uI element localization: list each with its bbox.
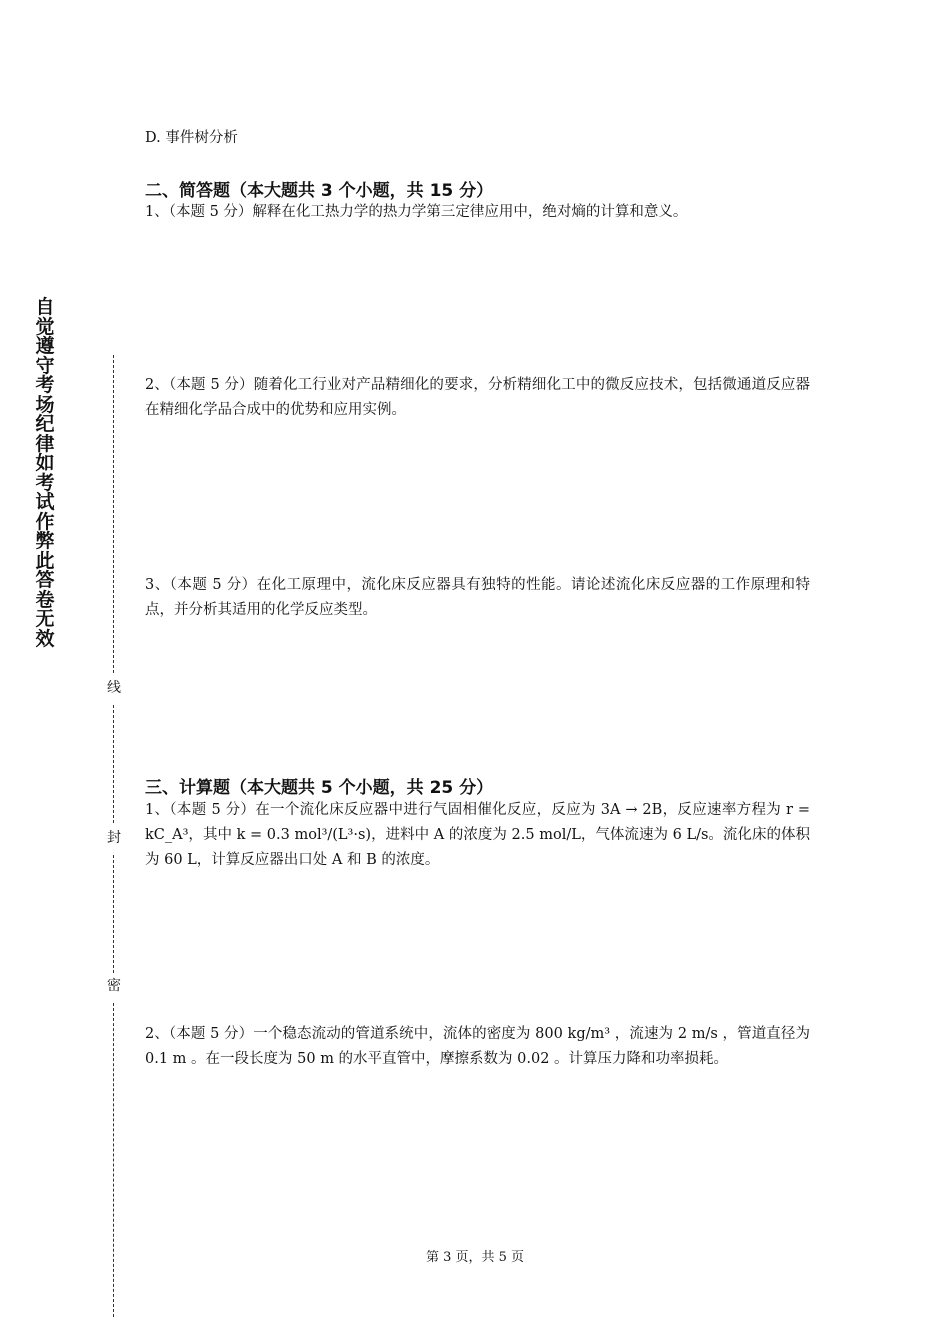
section2-question-1: 1、（本题 5 分）解释在化工热力学的热力学第三定律应用中，绝对熵的计算和意义。: [145, 204, 688, 220]
binding-dashed-line-top: [113, 355, 114, 673]
section2-question-3: 3、（本题 5 分）在化工原理中，流化床反应器具有独特的性能。请论述流化床反应器的工作原理和特点，并分析其适用的化学反应类型。: [145, 577, 810, 618]
binding-dashed-line-bottom: [113, 1003, 114, 1317]
binding-dashed-line-low: [113, 855, 114, 973]
page-footer: 第 3 页，共 5 页: [425, 1250, 525, 1265]
section3-question-2: 2、（本题 5 分）一个稳态流动的管道系统中，流体的密度为 800 kg/m³ ，流速为 2 m/s ，管道直径为 0.1 m 。在一段长度为 50 m 的水平直管中，摩擦系数为 0.02 。计算压力降和功率损耗。: [145, 1026, 810, 1067]
side-warning-text: 自觉遵守考场纪律如考试作弊此答卷无效: [35, 296, 55, 650]
section2-question-2: 2、（本题 5 分）随着化工行业对产品精细化的要求，分析精细化工中的微反应技术，包括微通道反应器在精细化学品合成中的优势和应用实例。: [145, 377, 810, 418]
binding-line-char: 线: [107, 680, 121, 696]
binding-seal-char: 封: [107, 830, 121, 846]
binding-secret-char: 密: [107, 978, 121, 994]
section2-title: 二、简答题（本大题共 3 个小题，共 15 分）: [145, 181, 494, 201]
section3-question-1: 1、（本题 5 分）在一个流化床反应器中进行气固相催化反应，反应为 3A → 2B，反应速率方程为 r = kC_A³，其中 k = 0.3 mol³/(L³·s)，进料中 A 的浓度为 2.5 mol/L，气体流速为 6 L/s。流化床的体积为 60 L，计算反应器出口处 A 和 B 的浓度。: [145, 802, 810, 868]
binding-dashed-line-mid: [113, 705, 114, 823]
section3-title: 三、计算题（本大题共 5 个小题，共 25 分）: [145, 778, 494, 798]
option-d: D. 事件树分析: [145, 130, 238, 146]
